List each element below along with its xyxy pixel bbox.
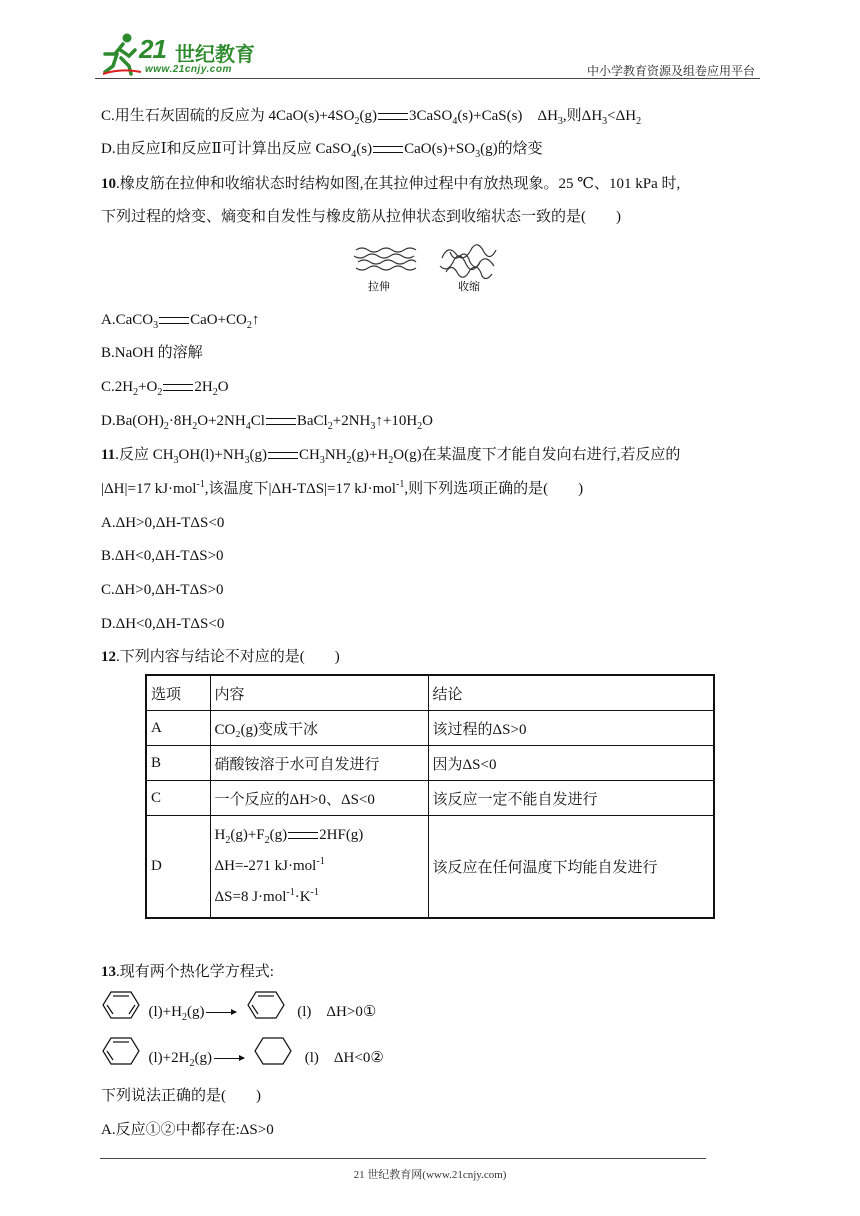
equals-sign-icon xyxy=(159,317,189,324)
page-footer: 21 世纪教育网(www.21cnjy.com) xyxy=(353,1169,507,1181)
arrow-icon xyxy=(214,1058,244,1059)
table-cell: A xyxy=(146,711,210,746)
q9-option-d: D.由反应Ⅰ和反应Ⅱ可计算出反应 CaSO$_4$(s) $CaO(s)+SO_3(g)$的焓变 xyxy=(101,141,543,160)
cyclohexadiene-ring-icon xyxy=(101,1034,141,1068)
equals-sign-icon xyxy=(268,452,298,459)
q13-equation-1: $(l)+H_2(g)$ (l) ΔH>0① xyxy=(101,1002,376,1022)
q9-option-c: C.用生石灰固硫的反应为 $4CaO(s)+4SO_2(g)$ 3CaSO$_4$(s)+CaS(s) $\Delta H_3$,则$\Delta H_3<\Delta H_2$ xyxy=(101,108,642,127)
q12-table xyxy=(145,674,715,919)
header-divider xyxy=(95,78,760,79)
q10-option-a: A.CaCO$_3$ $CaO+CO_2↑$ xyxy=(101,312,260,331)
q13-option-a: A.反应①②中都存在:ΔS>0 xyxy=(101,1122,274,1138)
equals-sign-icon xyxy=(378,113,408,120)
q13-equation-2: $(l)+2H_2(g)$ (l) ΔH<0② xyxy=(101,1048,384,1068)
logo-number: 21 xyxy=(139,34,166,64)
table-row xyxy=(146,746,714,781)
table-header-row xyxy=(146,675,714,711)
logo-url: www.21cnjy.com xyxy=(145,64,232,75)
table-row xyxy=(146,781,714,816)
site-logo xyxy=(95,32,265,76)
table-cell: 因为ΔS<0 xyxy=(428,746,714,781)
q11-option-d: D.ΔH<0,ΔH-TΔS<0 xyxy=(101,616,225,632)
q13-stem: 13.现有两个热化学方程式: xyxy=(101,964,274,980)
table-cell: CO₂(g)变成干冰 xyxy=(210,711,428,746)
page-header xyxy=(95,30,760,80)
q11-option-a: A.ΔH>0,ΔH-TΔS<0 xyxy=(101,515,225,531)
table-header-cell: 选项 xyxy=(146,675,210,711)
q10-option-b: B.NaOH 的溶解 xyxy=(101,345,203,361)
table-row xyxy=(146,711,714,746)
q12-stem: 12.下列内容与结论不对应的是( ) xyxy=(101,649,340,665)
table-cell: 该过程的ΔS>0 xyxy=(428,711,714,746)
cyclohexadiene-ring-icon xyxy=(246,988,286,1022)
q11-stem-line1: 11.反应 $CH_3OH(l)+NH_3(g)$ $CH_3NH_2(g)+H_2O(g)$在某温度下才能自发向右进行,若反应的 xyxy=(101,447,681,466)
table-cell: $H_2(g)+F_2(g)$ 2HF(g) ΔH=-271 kJ·mol$^{-1}$ ΔS=8 $J\cdot mol^{-1}\cdot K^{-1}$ xyxy=(210,816,428,919)
runner-logo-icon xyxy=(101,32,143,76)
arrow-icon xyxy=(206,1012,236,1013)
table-cell: 硝酸铵溶于水可自发进行 xyxy=(210,746,428,781)
q10-option-c: $C.2H_2+O_2$ $2H_2O$ xyxy=(101,379,229,398)
benzene-ring-icon xyxy=(101,988,141,1022)
table-row xyxy=(146,816,714,919)
equals-sign-icon xyxy=(288,832,318,839)
rubber-band-structure-icon xyxy=(350,238,510,296)
logo-name: 世纪教育 xyxy=(175,42,255,66)
table-header-cell: 内容 xyxy=(210,675,428,711)
table-header-cell: 结论 xyxy=(428,675,714,711)
q13-stem-2: 下列说法正确的是( ) xyxy=(101,1088,261,1104)
table-cell: 该反应在任何温度下均能自发进行 xyxy=(428,816,714,919)
table-cell: D xyxy=(146,816,210,919)
q11-stem-line2: |ΔH|=17 kJ·mol$^{-1}$,该温度下|ΔH-TΔS|=17 kJ·mol$^{-1}$,则下列选项正确的是( ) xyxy=(101,479,584,497)
stretch-label: 拉伸 xyxy=(368,280,390,293)
q10-stem-line1: 10.橡皮筋在拉伸和收缩状态时结构如图,在其拉伸过程中有放热现象。25 ℃、101 kPa 时, xyxy=(101,176,681,192)
shrink-label: 收缩 xyxy=(458,280,480,293)
q11-option-c: C.ΔH>0,ΔH-TΔS>0 xyxy=(101,582,224,598)
table-cell: 一个反应的ΔH>0、ΔS<0 xyxy=(210,781,428,816)
cyclohexane-ring-icon xyxy=(253,1034,293,1068)
table-cell: C xyxy=(146,781,210,816)
platform-tagline: 中小学教育资源及组卷应用平台 xyxy=(586,64,755,78)
equals-sign-icon xyxy=(266,418,296,425)
footer-divider xyxy=(100,1158,706,1159)
q10-stem-line2: 下列过程的焓变、熵变和自发性与橡皮筋从拉伸状态到收缩状态一致的是( ) xyxy=(101,209,621,225)
table-cell: B xyxy=(146,746,210,781)
rubber-band-figure xyxy=(350,238,510,296)
q10-option-d: $D.Ba(OH)_2\cdot 8H_2O+2NH_4Cl$ $BaCl_2+2NH_3↑+10H_2O$ xyxy=(101,413,433,432)
equals-sign-icon xyxy=(373,146,403,153)
table-cell: 该反应一定不能自发进行 xyxy=(428,781,714,816)
q11-option-b: B.ΔH<0,ΔH-TΔS>0 xyxy=(101,548,224,564)
equals-sign-icon xyxy=(163,384,193,391)
